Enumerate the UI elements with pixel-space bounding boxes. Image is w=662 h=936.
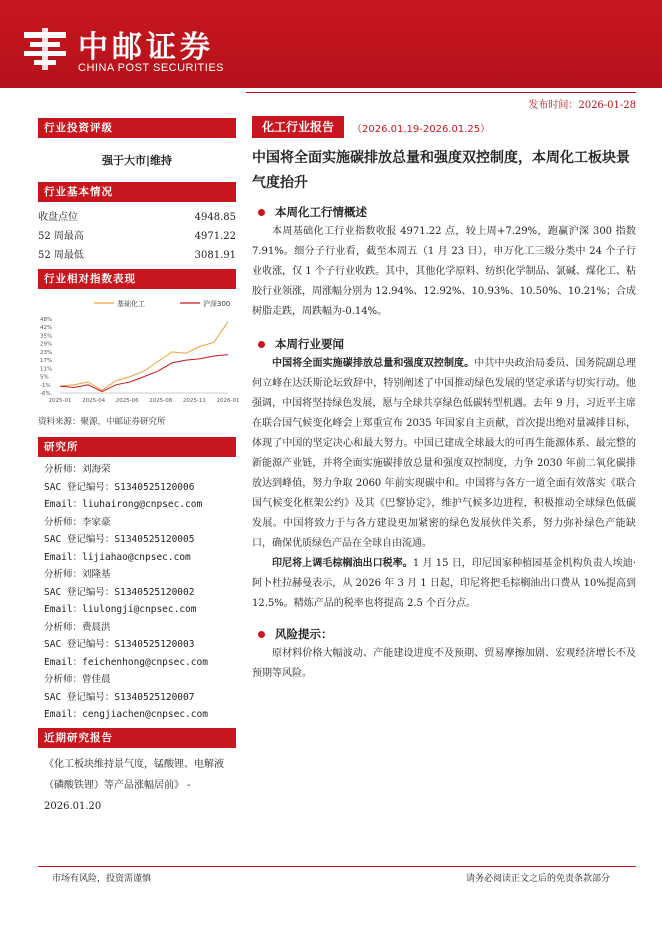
analyst-line: Email：cengjiachen@cnpsec.com: [44, 709, 208, 720]
y-tick-label: 29%: [40, 341, 53, 348]
brand-name-cn: 中邮证券: [78, 30, 214, 65]
right-column: [252, 116, 636, 684]
basics-row: 52 周最低 3081.91: [38, 250, 236, 261]
section-risk-title: 风险提示：: [252, 624, 636, 644]
report-path: 证券研究报告：基础化工|行业周报: [474, 76, 636, 88]
basics-row: 52 周最高 4971.22: [38, 231, 236, 242]
analyst-line: Email：feichenhong@cnpsec.com: [44, 656, 208, 668]
rating-title: 行业投资评级: [38, 118, 236, 138]
footer-disclaimer: 市场有风险，投资需谨慎: [52, 874, 152, 884]
left-column: [38, 118, 240, 817]
report-type-bar: [252, 116, 636, 138]
analyst-line: 分析师：刘隆基: [44, 569, 111, 580]
bullet-icon: [258, 341, 265, 348]
analyst-line: SAC 登记编号：S1340525120002: [44, 586, 195, 598]
analyst-line: SAC 登记编号：S1340525120007: [44, 691, 195, 703]
brand-name-en: CHINA POST SECURITIES: [78, 62, 224, 74]
analyst-line: SAC 登记编号：S1340525120005: [44, 534, 195, 545]
footer-notice: 请务必阅读正文之后的免责条款部分: [465, 874, 610, 884]
footer-rule: [38, 866, 636, 867]
y-tick-label: 5%: [40, 374, 49, 381]
x-tick-label: 2025-01: [48, 398, 72, 404]
news-item-palm-oil: 印尼将上调毛棕榈油出口税率。1 月 15 日，印尼国家种植园基金机构负责人埃迪·阿卜杜拉赫曼表示，从 2026 年 3 月 1 日起，印尼将把毛棕榈油出口费从 10%提高到 12.5%。精炼产品的税率也将提高 2.5 个百分点。: [252, 558, 636, 609]
recent-title: 近期研究报告: [38, 728, 236, 748]
headline: 中国将全面实施碳排放总量和强度双控制度，本周化工板块景气度抬升: [252, 150, 630, 191]
basics-title: 行业基本情况: [38, 182, 236, 202]
report-type-tag: 化工行业报告: [252, 116, 344, 138]
analyst-line: SAC 登记编号：S1340525120006: [44, 481, 195, 493]
analyst-line: Email：liuhairong@cnpsec.com: [44, 499, 203, 510]
analyst-title: 研究所: [38, 437, 236, 457]
analyst-line: Email：liulongji@cnpsec.com: [44, 604, 197, 615]
section-risk-body: 原材料价格大幅波动、产能建设进度不及预期、贸易摩擦加剧、宏观经济增长不及预期等风险。: [252, 648, 636, 679]
y-tick-label: -1%: [40, 382, 51, 389]
publish-time: 发布时间：2026-01-28: [528, 100, 636, 111]
y-tick-label: 17%: [40, 358, 53, 365]
legend-label: 沪深300: [203, 300, 231, 308]
section-overview-title: 本周化工行情概述: [252, 202, 636, 222]
basics-table: [38, 202, 236, 265]
series-line: [60, 355, 228, 392]
bullet-icon: [258, 209, 265, 216]
analyst-list: [38, 457, 236, 728]
recent-report: 《化工板块维持景气度，锰酸锂、电解液（磷酸铁锂）等产品涨幅居前》 - 2026.01.20: [44, 758, 224, 812]
x-tick-label: 2025-06: [115, 398, 139, 404]
y-tick-label: 48%: [40, 317, 53, 323]
y-tick-label: 42%: [40, 325, 53, 332]
analyst-line: 分析师：李家豪: [44, 516, 111, 528]
x-tick-label: 2025-11: [182, 398, 206, 404]
x-tick-label: 2025-04: [82, 398, 106, 404]
legend-label: 基础化工: [117, 300, 145, 308]
report-period: （2026.01.19-2026.01.25）: [352, 123, 491, 135]
analyst-line: 分析师：曾佳晨: [44, 674, 111, 685]
industry-rating: 强于大市|维持: [101, 154, 172, 167]
bullet-icon: [258, 631, 265, 638]
y-tick-label: -6%: [40, 391, 51, 397]
y-tick-label: 11%: [40, 366, 53, 373]
analyst-line: 分析师：费晨洪: [44, 621, 111, 633]
y-tick-label: 23%: [40, 349, 53, 356]
china-post-logo-icon: [22, 26, 68, 72]
chart-source: 资料来源：聚源，中邮证券研究所: [38, 417, 166, 427]
basics-row: 收盘点位 4948.85: [38, 212, 236, 223]
relative-performance-chart: [38, 289, 240, 407]
analyst-line: 分析师：刘海荣: [44, 464, 111, 475]
header-rule: [246, 92, 636, 93]
perf-title: 行业相对指数表现: [38, 269, 236, 289]
analyst-line: SAC 登记编号：S1340525120003: [44, 639, 195, 650]
x-tick-label: 2026-01: [216, 398, 240, 404]
news-item-carbon: 中国将全面实施碳排放总量和强度双控制度。中共中央政治局委员、国务院副总理何立峰在达沃斯论坛致辞中，特别阐述了中国推动绿色发展的坚定承诺与切实行动。他强调，中国将坚持绿色发展，愿与全球共享绿色低碳转型机遇。去年 9 月，习近平主席在联合国气候变化峰会上郑重宣布 2035 年国家自主贡献，首次提出绝对量减排目标，体现了中国的坚定决心和最大努力。中国已建成全球最大的可再生能源体系、最完整的新能源产业链，并将全面实施碳排放总量和强度双控制度，力争 2030 年前二氧化碳排放达到峰值，努力争取 2060 年前实现碳中和。中国将与各方一道全面有效落实《联合国气候变化框架公约》及其《巴黎协定》，维护气候多边进程，积极推动全球绿色低碳发展。中国将致力于与各方建设更加紧密的绿色发展伙伴关系，努力弥补绿色产能缺口，确保优质绿色产品在全球自由流通。: [252, 358, 637, 549]
section-news-title: 本周行业要闻: [252, 334, 636, 354]
x-tick-label: 2025-08: [149, 398, 173, 404]
y-tick-label: 35%: [40, 333, 53, 340]
series-line: [60, 322, 228, 391]
section-overview-body: 本周基础化工行业指数收报 4971.22 点，较上周+7.29%，跑赢沪深 300 指数 7.91%。细分子行业看，截至本周五（1 月 23 日），申万化工三级分类中 24 个子行业收涨，仅 1 个子行业收跌。其中，其他化学原料、纺织化学制品、氯碱、煤化工、粘胶行业领涨，周涨幅分别为 12.94%、12.92%、10.93%、10.50%、10.21%；合成树脂走跌，周跌幅为-0.14%。: [252, 226, 636, 317]
analyst-line: Email：lijiahao@cnpsec.com: [44, 551, 191, 563]
